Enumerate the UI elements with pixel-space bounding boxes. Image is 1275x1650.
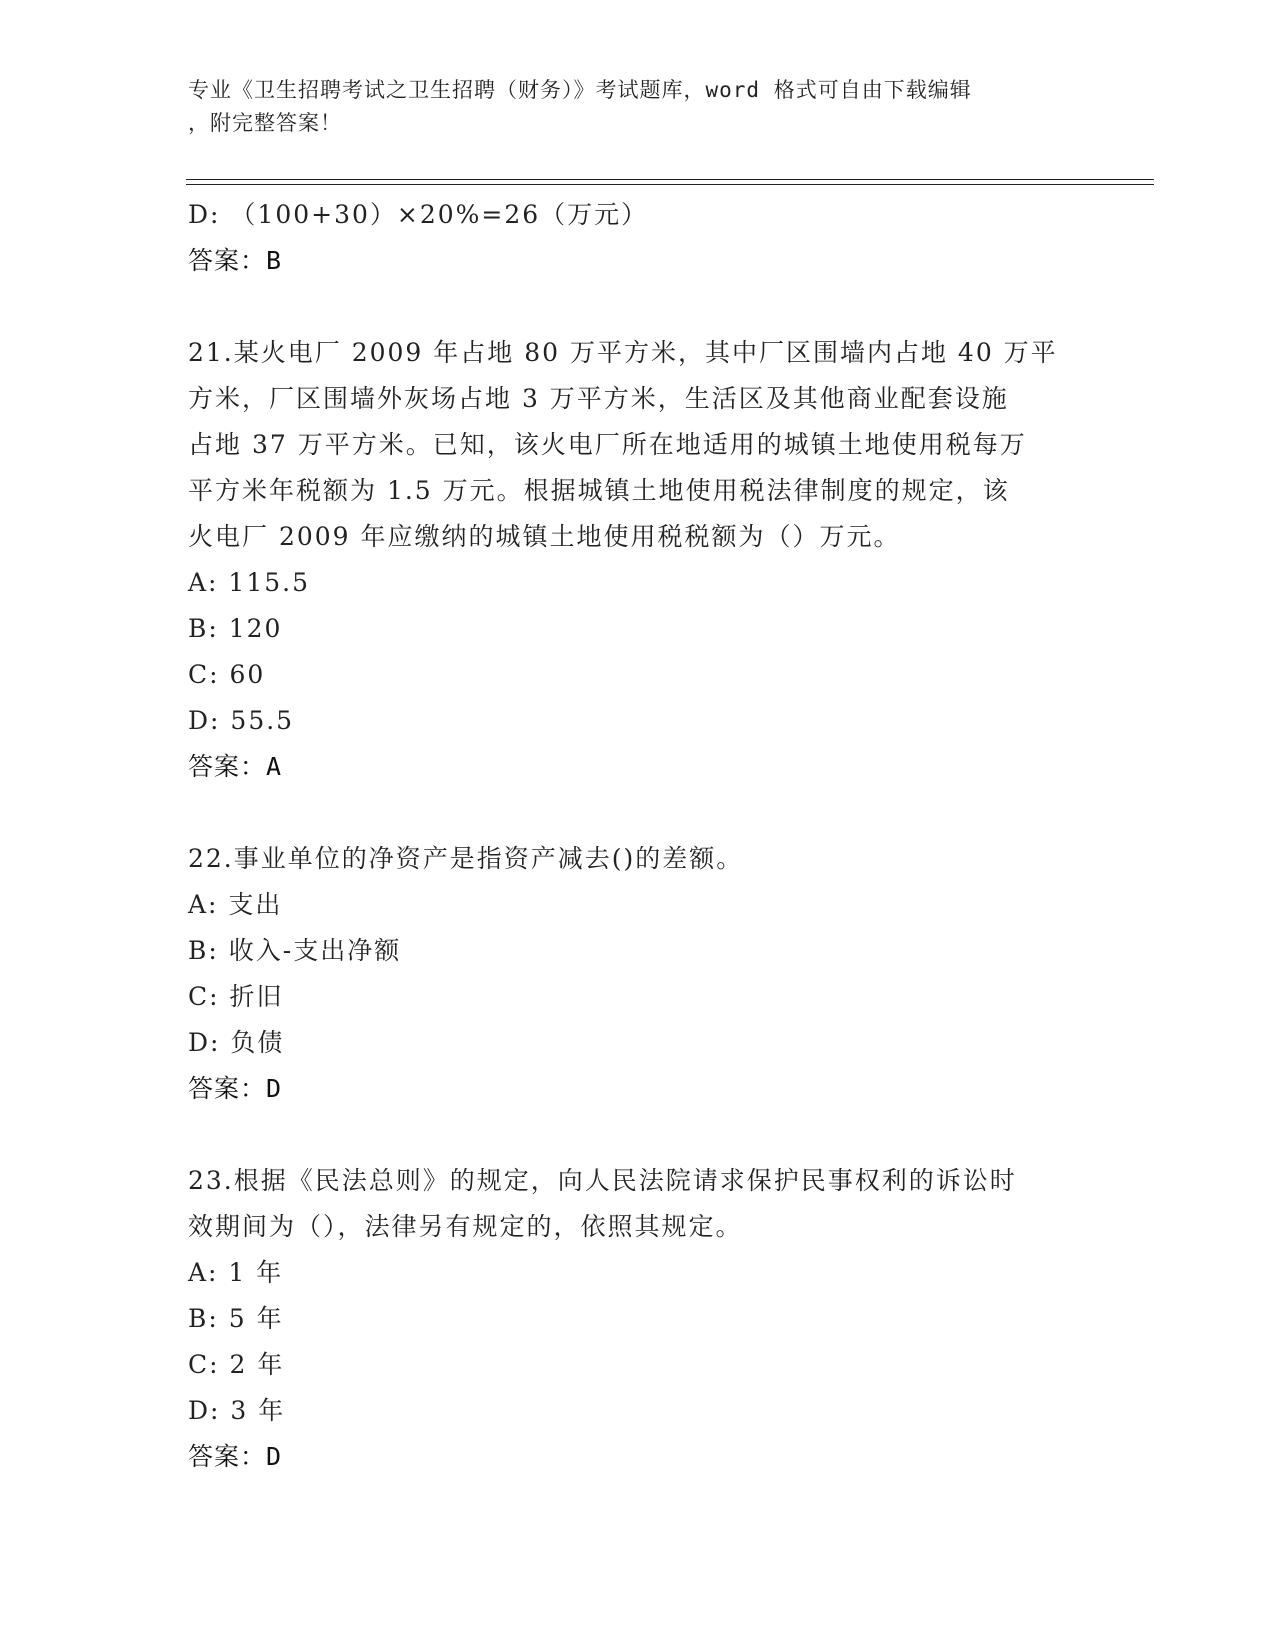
document-header [188, 74, 1078, 140]
question-21 [188, 330, 1088, 790]
stem-line: 火电厂 2009 年应缴纳的城镇土地使用税税额为（）万元。 [188, 522, 901, 551]
stem-line: 平方米年税额为 1.5 万元。根据城镇土地使用税法律制度的规定，该 [188, 476, 1010, 505]
answer-value: A [266, 752, 283, 781]
question-22 [188, 836, 1088, 1112]
question-23 [188, 1158, 1088, 1480]
answer-value: D [266, 1442, 283, 1471]
answer-value: D [266, 1074, 283, 1103]
answer-label: 答案： [188, 1074, 267, 1103]
stem-line: 21.某火电厂 2009 年占地 80 万平方米，其中厂区围墙内占地 40 万平 [188, 338, 1058, 367]
option-c: C: 2 年 [188, 1350, 285, 1379]
stem-line: 效期间为（），法律另有规定的，依照其规定。 [188, 1212, 743, 1241]
question-stem [188, 1158, 1088, 1250]
option-c: C: 60 [188, 660, 266, 689]
header-line-2: ，附完整答案！ [188, 111, 342, 135]
option-a: A: 115.5 [188, 568, 310, 597]
stem-line: 22.事业单位的净资产是指资产减去()的差额。 [188, 844, 744, 873]
header-line-1: 专业《卫生招聘考试之卫生招聘（财务）》考试题库，word 格式可自由下载编辑 [188, 78, 972, 102]
option-b: B: 120 [188, 614, 283, 643]
question-stem [188, 330, 1088, 560]
header-divider-top [186, 179, 1154, 180]
question-stem [188, 836, 1088, 882]
header-divider-bottom [186, 184, 1154, 185]
stem-line: 占地 37 万平方米。已知，该火电厂所在地适用的城镇土地使用税每万 [188, 430, 1027, 459]
option-d: D: 负债 [188, 1028, 285, 1057]
answer-line [188, 1066, 1088, 1112]
option-b: B: 5 年 [188, 1304, 284, 1333]
option-d: D: （100+30）×20%=26（万元） [188, 200, 649, 229]
stem-line: 方米，厂区围墙外灰场占地 3 万平方米，生活区及其他商业配套设施 [188, 384, 1009, 413]
option-a: A: 支出 [188, 890, 283, 919]
answer-label: 答案： [188, 752, 267, 781]
answer-line [188, 744, 1088, 790]
previous-question-tail [188, 192, 1088, 284]
stem-line: 23.根据《民法总则》的规定，向人民法院请求保护民事权利的诉讼时 [188, 1166, 1017, 1195]
option-a: A: 1 年 [188, 1258, 284, 1287]
option-c: C: 折旧 [188, 982, 284, 1011]
answer-line [188, 238, 1088, 284]
answer-label: 答案： [188, 246, 267, 275]
answer-line [188, 1434, 1088, 1480]
option-d: D: 55.5 [188, 706, 295, 735]
question-list [188, 192, 1088, 1480]
option-d: D: 3 年 [188, 1396, 286, 1425]
option-b: B: 收入-支出净额 [188, 936, 402, 965]
answer-value: B [266, 246, 283, 275]
answer-label: 答案： [188, 1442, 267, 1471]
